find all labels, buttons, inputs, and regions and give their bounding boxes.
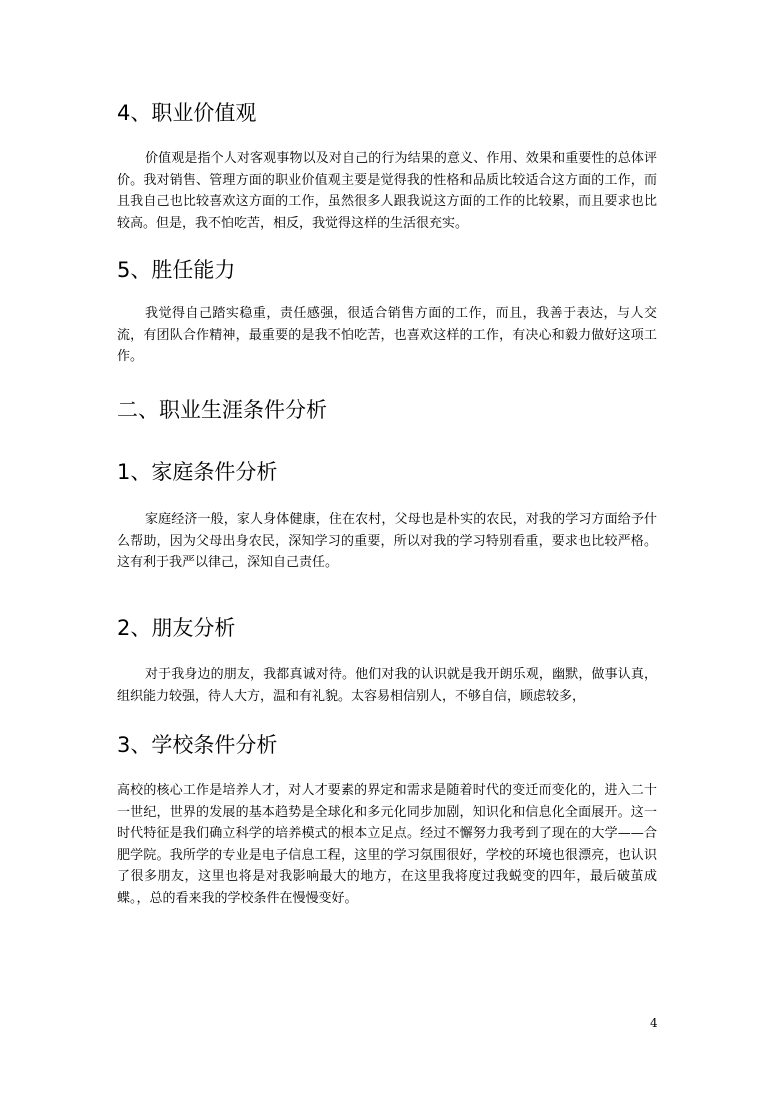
paragraph-friends: 对于我身边的朋友，我都真诚对待。他们对我的认识就是我开朗乐观，幽默，做事认真，组织能力较强，待人大方，温和有礼貌。太容易相信别人，不够自信，顾虑较多， [117,667,657,704]
heading-friends: 2、朋友分析 [117,616,236,640]
paragraph-school-conditions: 高校的核心工作是培养人才，对人才要素的界定和需求是随着时代的变迁而变化的，进入二十一世纪，世界的发展的基本趋势是全球化和多元化同步加剧，知识化和信息化全面展开。这一时代特征是我们确立科学的培养模式的根本立足点。经过不懈努力我考到了现在的大学——合肥学院。我所学的专业是电子信息工程，这里的学习氛围很好，学校的环境也很漂亮，也认识了很多朋友，这里也将是对我影响最大的地方，在这里我将度过我蜕变的四年，最后破茧成蝶。，总的看来我的学校条件在慢慢变好。 [117,783,657,906]
paragraph-competence: 我觉得自己踏实稳重，责任感强，很适合销售方面的工作，而且，我善于表达，与人交流，有团队合作精神，最重要的是我不怕吃苦，也喜欢这样的工作，有决心和毅力做好这项工作。 [117,306,657,364]
paragraph-family-conditions: 家庭经济一般，家人身体健康，住在农村，父母也是朴实的农民，对我的学习方面给予什么帮助，因为父母出身农民，深知学习的重要，所以对我的学习特别看重，要求也比较严格。这有利于我严以律己，深知自己责任。 [117,512,657,570]
heading-competence: 5、胜任能力 [117,258,236,282]
heading-career-conditions: 二、职业生涯条件分析 [117,398,327,422]
heading-career-values: 4、职业价值观 [117,101,257,125]
paragraph-career-values: 价值观是指个人对客观事物以及对自己的行为结果的意义、作用、效果和重要性的总体评价。我对销售、管理方面的职业价值观主要是觉得我的性格和品质比较适合这方面的工作，而且我自己也比较喜欢这方面的工作，虽然很多人跟我说这方面的工作的比较累，而且要求也比较高。但是，我不怕吃苦，相反，我觉得这样的生活很充实。 [117,151,657,231]
heading-school-conditions: 3、学校条件分析 [117,733,278,757]
page-number: 4 [650,1016,658,1030]
heading-family-conditions: 1、家庭条件分析 [117,460,278,484]
